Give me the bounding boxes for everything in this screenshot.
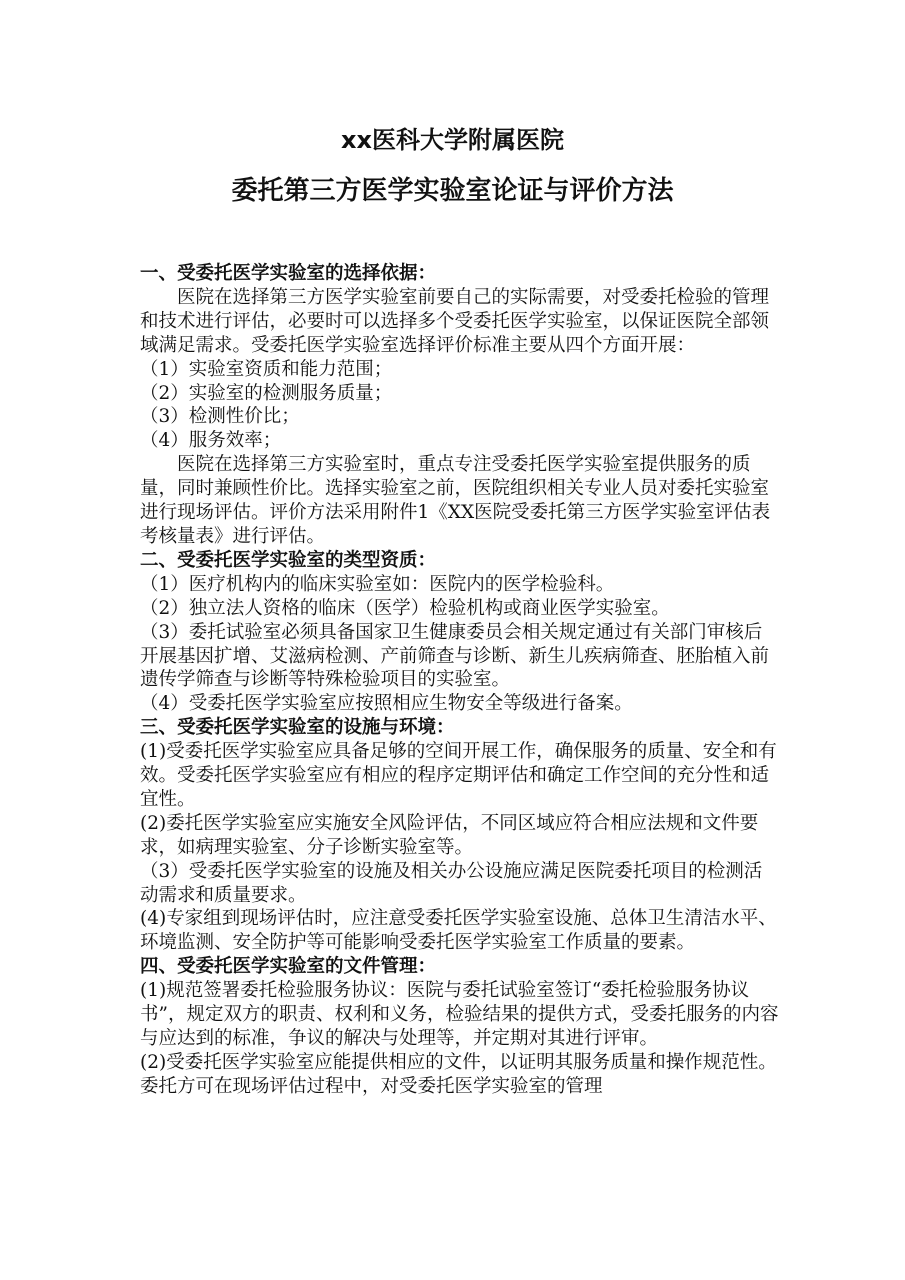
list-item: （4）受委托医学实验室应按照相应生物安全等级进行备案。 [140, 693, 633, 715]
list-item: （3）委托试验室必须具备国家卫生健康委员会相关规定通过有关部门审核后开展基因扩增、艾滋病检测、产前筛查与诊断、新生儿疾病筛查、胚胎植入前遗传学筛查与诊断等特殊检验项目的实验室。 [140, 621, 770, 691]
section-heading: 二、受委托医学实验室的类型资质： [140, 549, 437, 571]
list-item: (2)受委托医学实验室应能提供相应的文件，以证明其服务质量和操作规范性。委托方可在现场评估过程中，对受委托医学实验室的管理 [140, 1051, 777, 1097]
list-item: （2）独立法人资格的临床（医学）检验机构或商业医学实验室。 [140, 597, 670, 619]
document-title: xx医科大学附属医院 [341, 126, 564, 154]
list-item: （3）受委托医学实验室的设施及相关办公设施应满足医院委托项目的检测活动需求和质量要求。 [140, 860, 763, 906]
section-heading: 四、受委托医学实验室的文件管理： [140, 956, 437, 978]
list-item: （4）服务效率； [140, 430, 282, 452]
list-item: （2）实验室的检测服务质量； [140, 382, 393, 404]
document-subtitle: 委托第三方医学实验室论证与评价方法 [231, 176, 674, 206]
list-item: (1)受委托医学实验室应具备足够的空间开展工作，确保服务的质量、安全和有效。受委托医学实验室应有相应的程序定期评估和确定工作空间的充分性和适宜性。 [140, 741, 777, 810]
list-item: (2)委托医学实验室应实施安全风险评估，不同区域应符合相应法规和文件要求，如病理实验室、分子诊断实验室等。 [140, 812, 759, 858]
list-item: （1）实验室资质和能力范围； [140, 358, 393, 380]
list-item: (1)规范签署委托检验服务协议：医院与委托试验室签订“委托检验服务协议书”，规定双方的职责、权利和义务，检验结果的提供方式，受委托服务的内容与应达到的标准，争议的解决与处理等，并定期对其进行评审。 [140, 980, 779, 1049]
paragraph: 医院在选择第三方医学实验室前要自己的实际需要，对受委托检验的管理和技术进行评估，必要时可以选择多个受委托医学实验室，以保证医院全部领域满足需求。受委托医学实验室选择评价标准主要从四个方面开展： [140, 286, 770, 356]
section-heading: 三、受委托医学实验室的设施与环境： [140, 717, 455, 739]
document-body [140, 262, 780, 1099]
list-item: （1）医疗机构内的临床实验室如：医院内的医学检验科。 [140, 573, 615, 595]
section-heading: 一、受委托医学实验室的选择依据： [140, 263, 437, 284]
list-item: (4)专家组到现场评估时，应注意受委托医学实验室设施、总体卫生清洁水平、环境监测、安全防护等可能影响受委托医学实验室工作质量的要素。 [140, 908, 777, 954]
paragraph: 医院在选择第三方实验室时，重点专注受委托医学实验室提供服务的质量，同时兼顾性价比。选择实验室之前，医院组织相关专业人员对委托实验室进行现场评估。评价方法采用附件1《XX医院受委托第三方医学实验室评估表考核量表》进行评估。 [140, 454, 771, 547]
list-item: （3）检测性价比； [140, 406, 300, 428]
